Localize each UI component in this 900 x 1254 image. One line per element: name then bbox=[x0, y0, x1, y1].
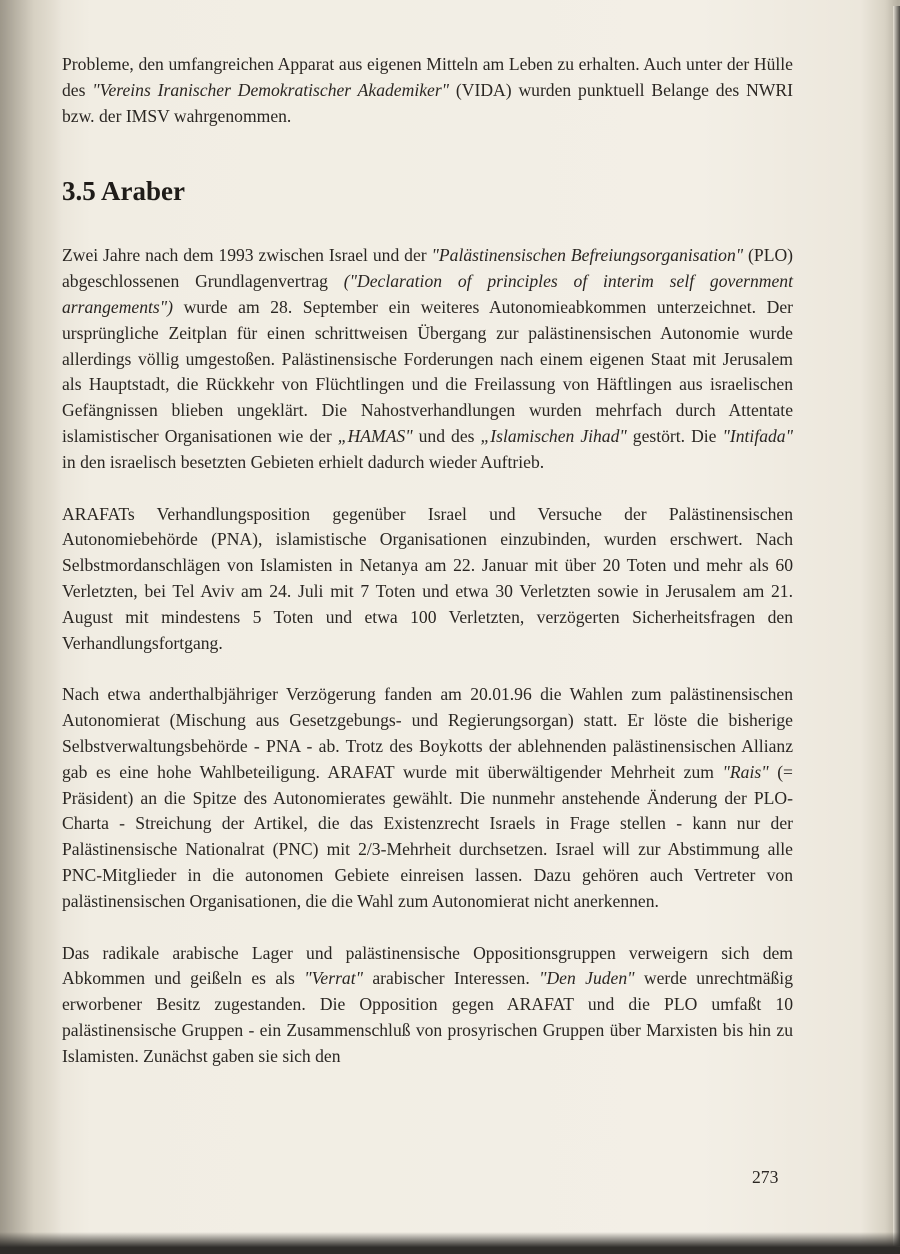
italic-run: „HAMAS" bbox=[337, 425, 413, 446]
paragraph-3 bbox=[62, 682, 793, 914]
italic-run: ("Declaration of principles of interim self government arrangements") bbox=[62, 271, 793, 317]
text-run: (VIDA) wurden punktuell Belange des NWRI bzw. der IMSV wahrgenommen. bbox=[62, 79, 794, 126]
text-run: wurde am 28. September ein weiteres Autonomieabkommen unterzeichnet. Der ursprüngliche Zeitplan für einen schrittweisen Übergang zur palästinensischen Autonomie wurde allerdings völlig umgestoßen. Palästinensische Forderungen nach einem eigenen Staat mit Jerusalem als Hauptstadt, die Rückkehr von Flüchtlingen und die Freilassung von Häftlingen aus israelischen Gefängnissen blieben ungeklärt. Die Nahostverhandlungen wurden mehrfach durch Attentate islamistischer Organisationen wie der bbox=[62, 296, 793, 446]
text-run: (= Präsident) an die Spitze des Autonomierates gewählt. Die nunmehr anstehende Änderung der PLO-Charta - Streichung der Artikel, die das Existenzrecht Israels in Frage stellen - kann nur der Palästinensische Nationalrat (PNC) mit 2/3-Mehrheit durchsetzen. Israel will zur Abstimmung alle PNC-Mitglieder in die autonomen Gebiete einreisen lassen. Dazu gehören auch Vertreter von palästinensischen Organisationen, die die Wahl zum Autonomierat nicht anerkennen. bbox=[62, 761, 793, 911]
text-run: in den israelisch besetzten Gebieten erhielt dadurch wieder Auftrieb. bbox=[62, 451, 545, 472]
text-run: Das radikale arabische Lager und palästinensische Oppositionsgruppen verweigern sich dem Abkommen und geißeln es als bbox=[62, 942, 793, 989]
page-number: 273 bbox=[752, 1167, 779, 1187]
paragraph-1 bbox=[62, 243, 793, 475]
page-right-edge bbox=[893, 6, 900, 1246]
italic-run: "Rais" bbox=[722, 761, 769, 782]
intro-paragraph bbox=[62, 52, 793, 129]
text-run: (PLO) abgeschlossenen Grundlagenvertrag bbox=[62, 245, 794, 292]
paragraph-2: ARAFATs Verhandlungsposition gegenüber Israel und Versuche der Palästinensischen Autonomiebehörde (PNA), islamistische Organisationen einzubinden, wurden erschwert. Nach Selbstmordanschlägen von Islamisten in Netanya am 22. Januar mit über 20 Toten und mehr als 60 Verletzten, bei Tel Aviv am 24. Juli mit 7 Toten und etwa 30 Verletzten sowie in Jerusalem am 21. August mit mindestens 5 Toten und etwa 100 Verletzten, verzögerten Sicherheitsfragen den Verhandlungsfortgang. bbox=[62, 503, 793, 653]
text-run: werde unrechtmäßig erworbener Besitz zugestanden. Die Opposition gegen ARAFAT und die PLO umfaßt 10 palästinensische Gruppen - ein Zusammenschluß von prosyrischen Gruppen über Marxisten bis hin zu Islamisten. Zunächst gaben sie sich den bbox=[62, 968, 793, 1066]
body-text bbox=[62, 52, 793, 1070]
italic-run: "Verrat" bbox=[304, 968, 364, 989]
text-run: Zwei Jahre nach dem 1993 zwischen Israel und der bbox=[62, 245, 432, 266]
paragraph-4 bbox=[62, 941, 793, 1070]
italic-run: „Islamischen Jihad" bbox=[480, 425, 627, 446]
italic-run: "Intifada" bbox=[722, 425, 793, 446]
section-heading: 3.5 Araber bbox=[62, 176, 185, 207]
text-run: arabischer Interessen. bbox=[363, 968, 540, 989]
text-run: Nach etwa anderthalbjähriger Verzögerung fanden am 20.01.96 die Wahlen zum palästinensischen Autonomierat (Mischung aus Gesetzgebungs- und Regierungsorgan) statt. Er löste die bisherige Selbstverwaltungsbehörde - PNA - ab. Trotz des Boykotts der ablehnenden palästinensischen Allianz gab es eine hohe Wahlbeteiligung. ARAFAT wurde mit überwältigender Mehrheit zum bbox=[62, 684, 793, 782]
italic-run: "Den Juden" bbox=[539, 968, 635, 989]
text-run: und des bbox=[412, 425, 481, 446]
book-gutter-shadow bbox=[0, 0, 62, 1254]
text-run: gestört. Die bbox=[626, 425, 723, 446]
scan-bottom-shadow bbox=[0, 1232, 900, 1254]
text-run: Probleme, den umfangreichen Apparat aus eigenen Mitteln am Leben zu erhalten. Auch unter der Hülle des bbox=[62, 54, 793, 100]
italic-run: "Vereins Iranischer Demokratischer Akademiker" bbox=[92, 79, 450, 100]
italic-run: "Palästinensischen Befreiungsorganisation" bbox=[431, 245, 744, 266]
